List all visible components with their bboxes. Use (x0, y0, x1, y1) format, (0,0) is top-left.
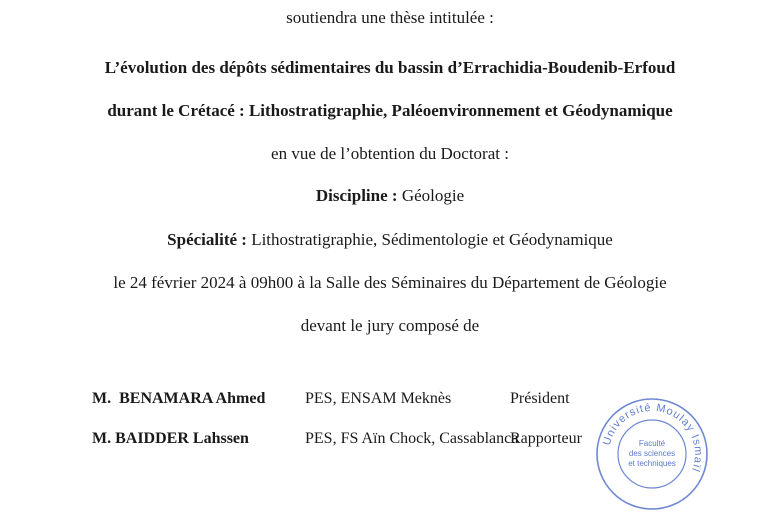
jury-member-affiliation: PES, FS Aïn Chock, Cassablanca (305, 430, 519, 447)
intro-text: soutiendra une thèse intitulée : (286, 8, 494, 27)
jury-intro-text: devant le jury composé de (300, 316, 480, 335)
specialite-label: Spécialité : (167, 230, 247, 249)
date-place-text: le 24 février 2024 à 09h00 à la Salle des Séminaires du Département de Géologie (113, 273, 667, 292)
purpose-text: en vue de l’obtention du Doctorat : (271, 144, 509, 163)
jury-member-role: Président (510, 390, 570, 407)
stamp-ring-text: Université Moulay Ismaïl (600, 401, 705, 474)
discipline-value: Géologie (401, 186, 465, 205)
stamp-center-line-1: Faculté (638, 439, 666, 448)
thesis-title-line-1: L’évolution des dépôts sédimentaires du bassin d’Errachidia-Boudenib-Erfoud (104, 58, 676, 77)
jury-member-name: M. BENAMARA Ahmed (92, 390, 266, 407)
jury-member-name: M. BAIDDER Lahssen (92, 430, 249, 447)
stamp-center-line-3: et techniques (628, 459, 676, 468)
specialite-value: Lithostratigraphie, Sédimentologie et Géodynamique (251, 230, 613, 249)
thesis-title-line-2: durant le Crétacé : Lithostratigraphie, Paléoenvironnement et Géodynamique (107, 101, 673, 120)
specialite-row (0, 230, 780, 250)
discipline-row (0, 186, 780, 206)
university-stamp-icon (592, 394, 712, 514)
stamp-center-line-2: des sciences (628, 449, 676, 458)
jury-member-affiliation: PES, ENSAM Meknès (305, 390, 452, 407)
jury-member-role: Rapporteur (510, 430, 582, 447)
discipline-label: Discipline : (315, 186, 398, 205)
